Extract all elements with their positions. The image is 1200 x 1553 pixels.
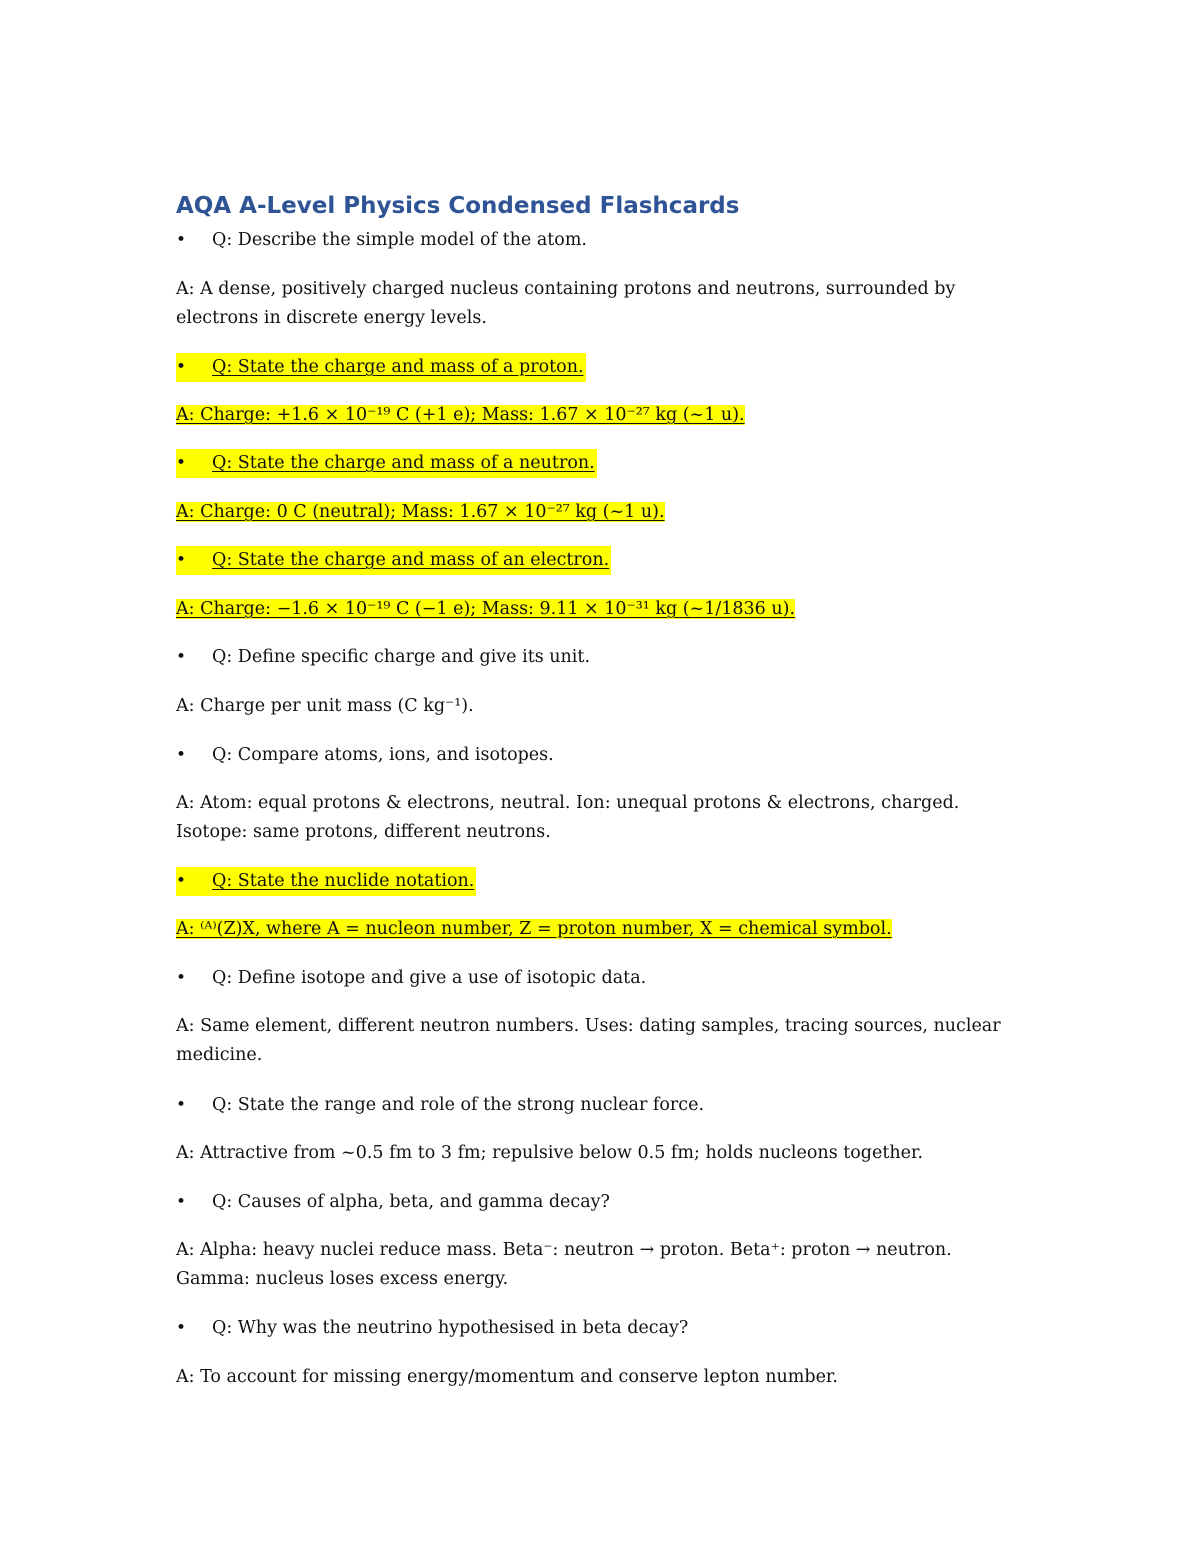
bullet-icon: • (176, 357, 187, 377)
question-text: Q: Define specific charge and give its unit. (212, 647, 591, 667)
flashcard-answer-line: Gamma: nucleus loses excess energy. (176, 1269, 509, 1289)
document-title: AQA A-Level Physics Condensed Flashcards (176, 193, 740, 219)
question-text: Q: Describe the simple model of the atom. (212, 230, 587, 250)
flashcard-question (176, 964, 646, 993)
bullet-icon: • (176, 550, 187, 570)
flashcard-question-highlighted (176, 546, 611, 575)
answer-text: A: ⁽ᴬ⁾(Z)X, where A = nucleon number, Z = proton number, X = chemical symbol. (176, 919, 892, 939)
flashcard-answer-line: electrons in discrete energy levels. (176, 308, 487, 328)
flashcard-answer-highlighted (176, 595, 1036, 624)
flashcard-answer-line: A: Same element, different neutron numbers. Uses: dating samples, tracing sources, nuclear (176, 1016, 1001, 1036)
flashcard-answer-line: A: Attractive from ~0.5 fm to 3 fm; repulsive below 0.5 fm; holds nucleons together. (176, 1143, 924, 1163)
flashcard-answer-line: A: Charge per unit mass (C kg⁻¹). (176, 696, 474, 716)
flashcard-question (176, 1091, 704, 1120)
bullet-icon: • (176, 647, 187, 667)
bullet-icon: • (176, 968, 187, 988)
answer-text: A: Charge: +1.6 × 10⁻¹⁹ C (+1 e); Mass: 1.67 × 10⁻²⁷ kg (~1 u). (176, 405, 745, 425)
flashcard-answer-highlighted (176, 401, 1036, 430)
question-text: Q: Why was the neutrino hypothesised in beta decay? (212, 1318, 689, 1338)
highlight-mark (176, 353, 586, 382)
question-text: Q: State the charge and mass of an electron. (212, 550, 610, 570)
flashcard-question-highlighted (176, 449, 597, 478)
question-text: Q: Define isotope and give a use of isotopic data. (212, 968, 647, 988)
flashcard-answer-line: A: Atom: equal protons & electrons, neutral. Ion: unequal protons & electrons, charged. (176, 793, 960, 813)
answer-text: A: Charge: 0 C (neutral); Mass: 1.67 × 10⁻²⁷ kg (~1 u). (176, 502, 665, 522)
question-text: Q: State the charge and mass of a neutron. (212, 453, 595, 473)
highlight-mark (176, 546, 611, 575)
bullet-icon: • (176, 230, 187, 250)
question-text: Q: State the range and role of the strong nuclear force. (212, 1095, 705, 1115)
flashcard-answer-highlighted (176, 915, 1036, 944)
flashcard-question (176, 1314, 688, 1343)
flashcard-question (176, 1188, 610, 1217)
flashcard-answer-highlighted (176, 498, 1036, 527)
bullet-icon: • (176, 745, 187, 765)
flashcard-answer-line: A: To account for missing energy/momentum and conserve lepton number. (176, 1367, 838, 1387)
question-text: Q: Compare atoms, ions, and isotopes. (212, 745, 554, 765)
flashcard-question (176, 643, 590, 672)
question-text: Q: State the charge and mass of a proton. (212, 357, 584, 377)
answer-text: A: Charge: −1.6 × 10⁻¹⁹ C (−1 e); Mass: 9.11 × 10⁻³¹ kg (~1/1836 u). (176, 599, 796, 619)
flashcard-answer-line: medicine. (176, 1045, 263, 1065)
highlight-mark (176, 449, 597, 478)
bullet-icon: • (176, 453, 187, 473)
flashcard-answer-line: Isotope: same protons, different neutrons. (176, 822, 551, 842)
bullet-icon: • (176, 871, 187, 891)
question-text: Q: Causes of alpha, beta, and gamma decay? (212, 1192, 610, 1212)
flashcard-question (176, 226, 587, 255)
highlight-mark (176, 867, 476, 896)
flashcard-answer-line: A: A dense, positively charged nucleus containing protons and neutrons, surrounded by (176, 279, 956, 299)
bullet-icon: • (176, 1095, 187, 1115)
bullet-icon: • (176, 1318, 187, 1338)
question-text: Q: State the nuclide notation. (212, 871, 475, 891)
flashcard-question-highlighted (176, 867, 476, 896)
flashcard-question-highlighted (176, 353, 586, 382)
flashcard-answer-line: A: Alpha: heavy nuclei reduce mass. Beta⁻: neutron → proton. Beta⁺: proton → neutron. (176, 1240, 952, 1260)
bullet-icon: • (176, 1192, 187, 1212)
flashcard-question (176, 741, 554, 770)
